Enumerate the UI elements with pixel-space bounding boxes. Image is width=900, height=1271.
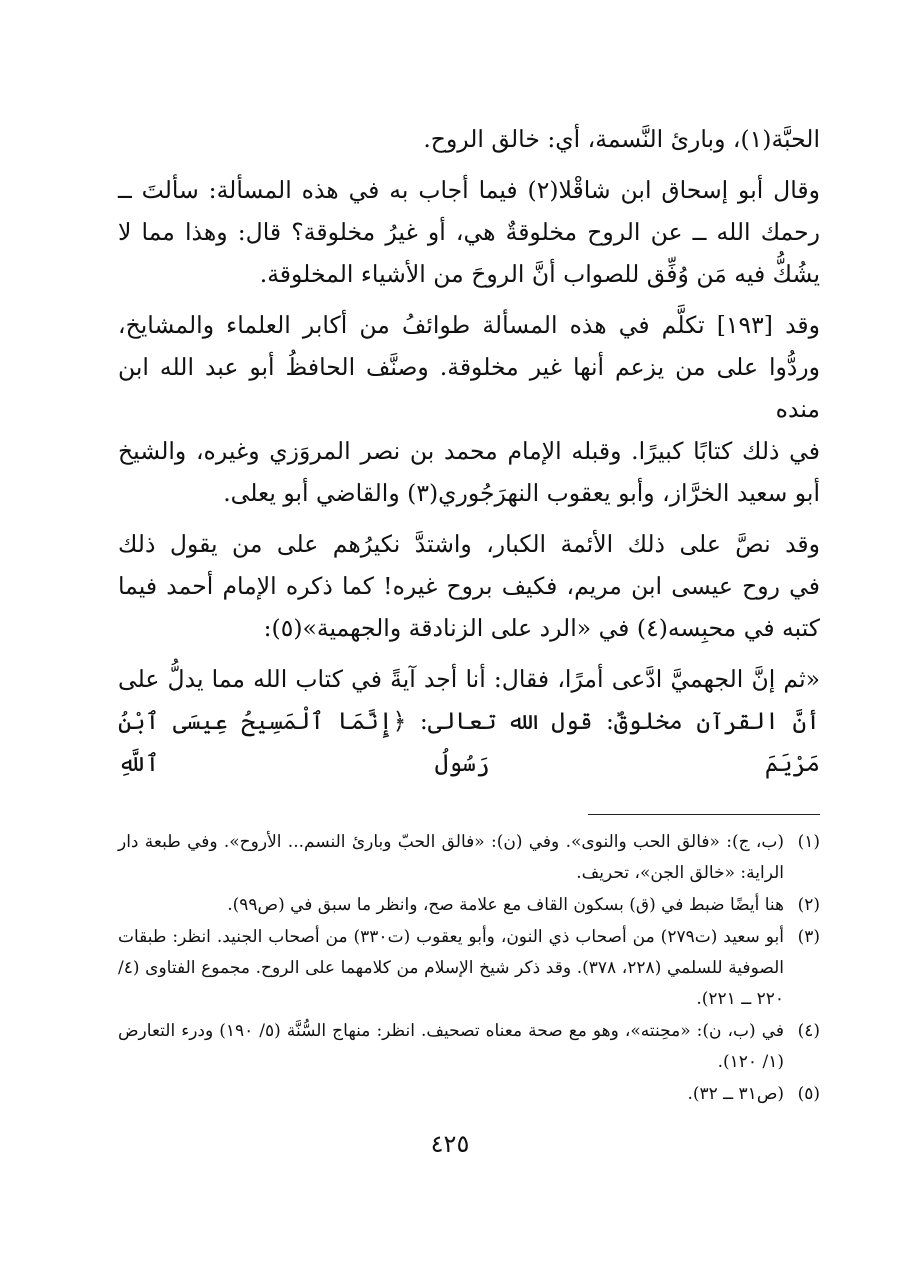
footnote-number: (١) bbox=[797, 832, 820, 852]
text-line: أبو سعيد الخرَّاز، وأبو يعقوب النهرَجُوري(٣) والقاضي أبو يعلى. bbox=[223, 479, 820, 507]
paragraph-5 bbox=[118, 658, 820, 784]
text-line: وقد نصَّ على ذلك الأئمة الكبار، واشتدَّ نكيرُهم على من يقول ذلك bbox=[118, 530, 820, 558]
paragraph-4 bbox=[118, 523, 820, 649]
text-line: وقد [١٩٣] تكلَّم في هذه المسألة طوائفُ من أكابر العلماء والمشايخ، bbox=[118, 311, 820, 339]
paragraph-2 bbox=[118, 169, 820, 295]
text-line: الحبَّة(١)، وبارئ النَّسمة، أي: خالق الروح. bbox=[423, 125, 820, 153]
footnote-text: (ص٣١ ــ ٣٢). bbox=[687, 1084, 784, 1104]
text-line: «ثم إنَّ الجهميَّ ادَّعى أمرًا، فقال: أنا أجد آيةً في كتاب الله مما يدلُّ على bbox=[118, 665, 820, 693]
footnotes bbox=[118, 827, 820, 1110]
paragraph-3 bbox=[118, 304, 820, 514]
footnote-item bbox=[118, 1016, 820, 1078]
footnote-text: أبو سعيد (ت٢٧٩) من أصحاب ذي النون، وأبو يعقوب (ت٣٣٠) من أصحاب الجنيد. انظر: طبقات الصوفية للسلمي (٢٢٨، ٣٧٨). وقد ذكر شيخ الإسلام من كلامهما على الروح. مجموع الفتاوى (٤/ ٢٢٠ ــ ٢٢١). bbox=[118, 927, 784, 1009]
page-number: ٤٢٥ bbox=[430, 1130, 470, 1158]
text-line: أنَّ القرآن مخلوقٌ: قول الله تعالى: ﴿إِنَّمَا ٱلْمَسِيحُ عِيسَى ٱبْنُ مَرْيَمَ رَسُولُ ٱللَّهِ bbox=[118, 707, 820, 777]
footnote-item bbox=[118, 827, 820, 889]
text-line: وقال أبو إسحاق ابن شاقْلا(٢) فيما أجاب به في هذه المسألة: سألتَ ــ bbox=[118, 176, 820, 204]
text-line: في روح عيسى ابن مريم، فكيف بروح غيره! كما ذكره الإمام أحمد فيما bbox=[118, 572, 820, 600]
footnote-number: (٢) bbox=[797, 895, 820, 915]
text-line: رحمك الله ــ عن الروح مخلوقةٌ هي، أو غيرُ مخلوقة؟ قال: وهذا مما لا bbox=[118, 218, 820, 246]
footnote-item bbox=[118, 1079, 820, 1110]
text-line: يشُكُّ فيه مَن وُفِّق للصواب أنَّ الروحَ من الأشياء المخلوقة. bbox=[259, 260, 820, 288]
footnote-number: (٣) bbox=[797, 927, 820, 947]
footnote-text: (ب، ج): «فالق الحب والنوى». وفي (ن): «فالق الحبّ وبارئ النسم... الأروح». وفي طبعة دار الراية: «خالق الجن»، تحريف. bbox=[118, 832, 784, 883]
footnote-item bbox=[118, 922, 820, 1015]
paragraph-1 bbox=[118, 118, 820, 160]
footnote-number: (٤) bbox=[797, 1021, 820, 1041]
footnote-divider bbox=[588, 814, 820, 815]
text-line: في ذلك كتابًا كبيرًا. وقبله الإمام محمد بن نصر المروَزي وغيره، والشيخ bbox=[118, 437, 820, 465]
text-line: كتبه في محبِسه(٤) في «الرد على الزنادقة والجهمية»(٥): bbox=[263, 614, 820, 642]
text-line: وردُّوا على من يزعم أنها غير مخلوقة. وصنَّف الحافظُ أبو عبد الله ابن منده bbox=[118, 353, 820, 423]
footnote-text: في (ب، ن): «محِنته»، وهو مع صحة معناه تصحيف. انظر: منهاج السُّنَّة (٥/ ١٩٠) ودرء التعارض (١/ ١٢٠). bbox=[118, 1021, 784, 1072]
footnote-item bbox=[118, 890, 820, 921]
page-body bbox=[118, 118, 820, 1111]
footnote-text: هنا أيضًا ضبط في (ق) بسكون القاف مع علامة صح، وانظر ما سبق في (ص٩٩). bbox=[227, 895, 784, 915]
footnote-number: (٥) bbox=[797, 1084, 820, 1104]
